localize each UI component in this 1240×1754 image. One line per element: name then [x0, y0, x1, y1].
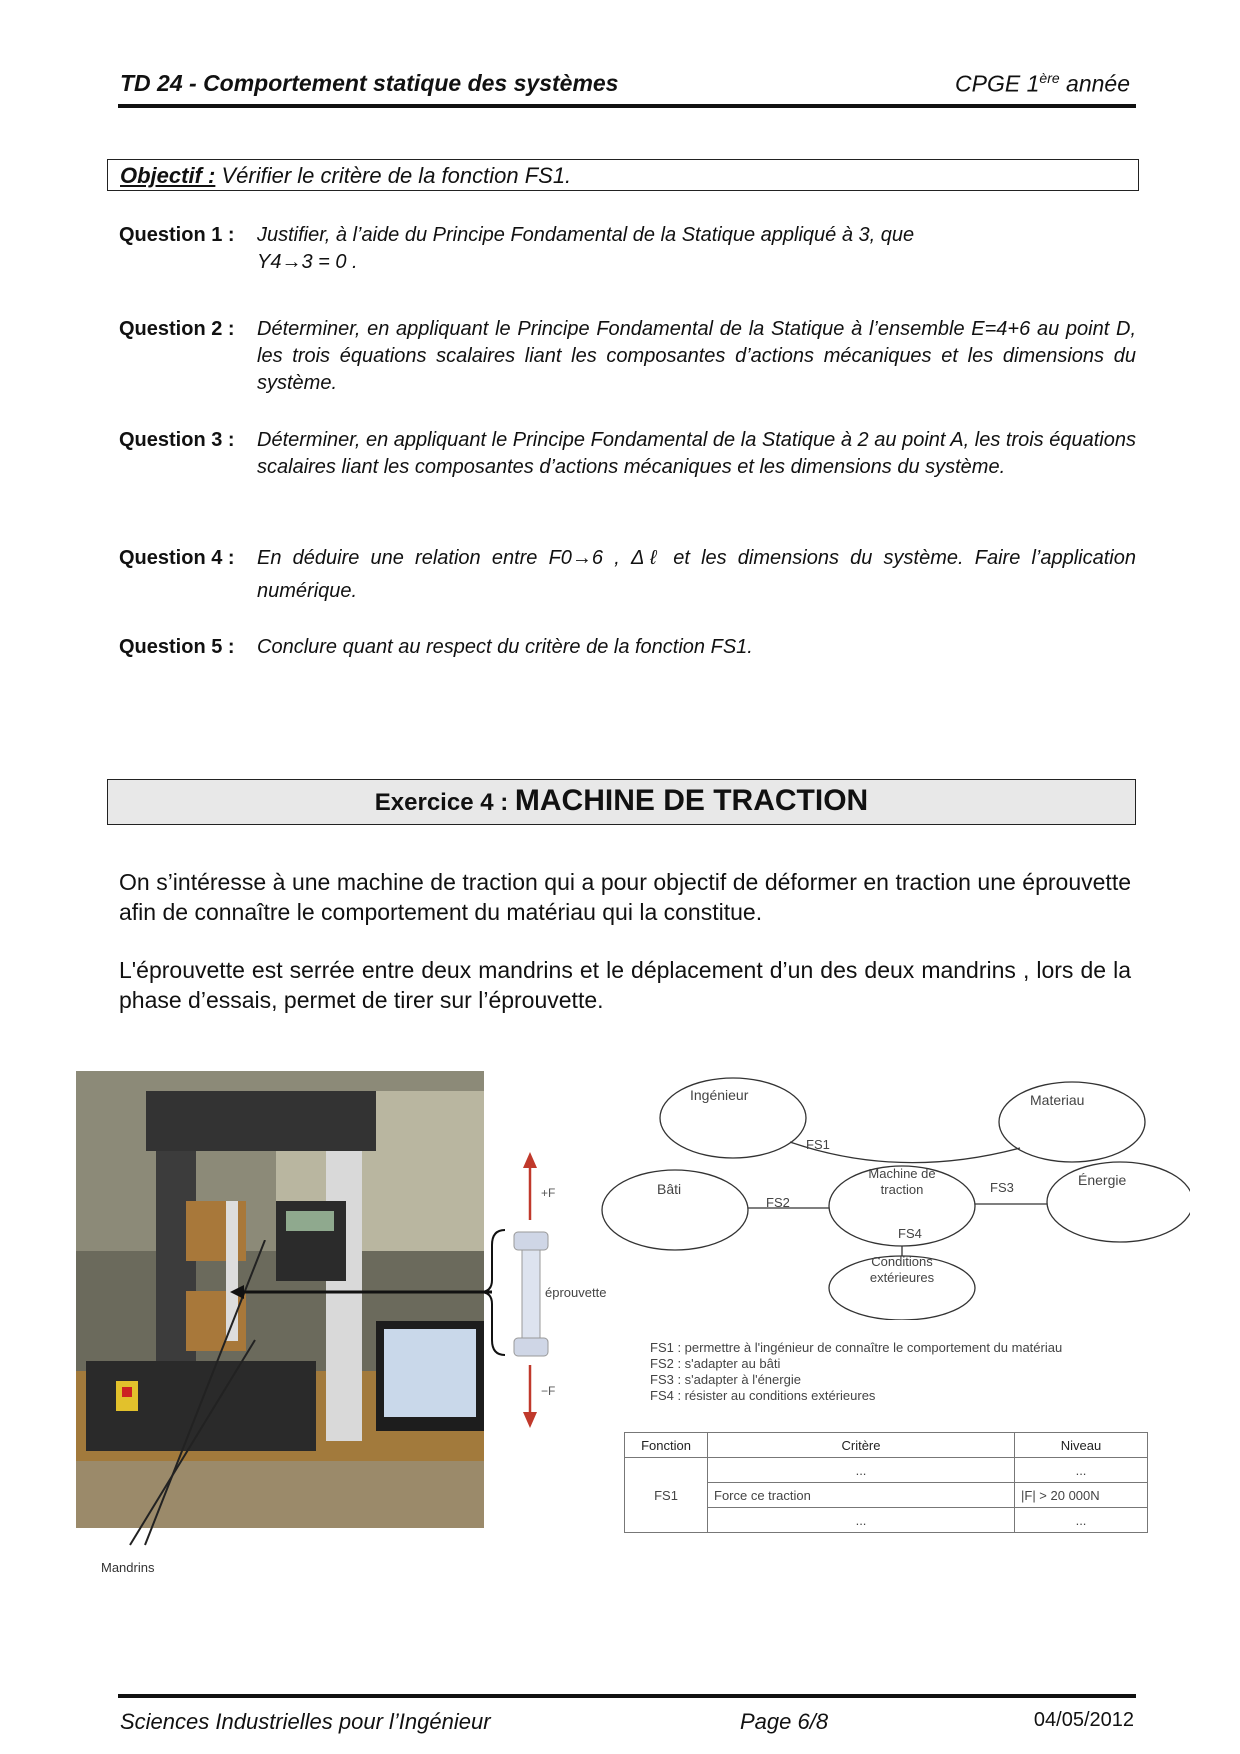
table-header: Niveau: [1015, 1433, 1148, 1458]
question-2: [119, 316, 1136, 397]
question-label: Question 5 :: [119, 636, 235, 658]
specimen-figure: [230, 1150, 570, 1430]
node-materiau-label: Materiau: [1030, 1092, 1085, 1108]
table-cell: ...: [708, 1458, 1015, 1483]
table-row: [625, 1458, 1148, 1483]
mandrins-label: Mandrins: [101, 1560, 155, 1575]
footer-date: 04/05/2012: [1033, 1709, 1134, 1731]
node-ingenieur-label: Ingénieur: [690, 1087, 749, 1103]
header-title: TD 24 - Comportement statique des systèmes: [120, 70, 619, 96]
question-1: [119, 222, 1136, 276]
question-formula: Y4→3 = 0 .: [257, 251, 358, 273]
force-plus-label: +F: [541, 1186, 556, 1200]
objectif-text: Vérifier le critère de la fonction FS1.: [215, 163, 572, 188]
question-3: [119, 427, 1136, 481]
objectif-label: Objectif :: [120, 163, 216, 188]
link-fs1: FS1: [806, 1137, 830, 1152]
question-label: Question 3 :: [119, 429, 235, 451]
legend-item: FS1 : permettre à l'ingénieur de connaître le comportement du matériau: [650, 1340, 1063, 1355]
table-cell: |F| > 20 000N: [1015, 1483, 1148, 1508]
force-minus-label: −F: [541, 1384, 556, 1398]
table-header: Fonction: [625, 1433, 708, 1458]
question-label: Question 4 :: [119, 547, 235, 569]
question-text: En déduire une relation entre F0→6 , Δℓ et les dimensions du système. Faire l’application numérique.: [257, 547, 1136, 602]
footer-subject: Sciences Industrielles pour l’Ingénieur: [120, 1709, 491, 1734]
node-machine-label: Machine de traction: [868, 1166, 936, 1197]
table-header-row: [625, 1433, 1148, 1458]
node-bati-label: Bâti: [657, 1181, 682, 1197]
criteria-table: [624, 1432, 1148, 1533]
legend-item: FS2 : s'adapter au bâti: [650, 1356, 781, 1371]
legend-item: FS3 : s'adapter à l'énergie: [650, 1372, 801, 1387]
node-energie-label: Énergie: [1078, 1172, 1127, 1188]
footer-page: Page 6/8: [740, 1709, 829, 1734]
node-conditions-label: Conditions extérieures: [869, 1254, 935, 1285]
header-class: CPGE 1ère année: [955, 70, 1130, 97]
intro-paragraph-2: L'éprouvette est serrée entre deux mandrins et le déplacement d’un des deux mandrins , lors de la phase d’essais, permet de tirer sur l’éprouvette.: [119, 957, 1131, 1013]
legend-item: FS4 : résister au conditions extérieures: [650, 1388, 876, 1403]
table-cell: ...: [1015, 1458, 1148, 1483]
table-cell: ...: [1015, 1508, 1148, 1533]
link-fs3: FS3: [990, 1180, 1014, 1195]
question-label: Question 2 :: [119, 318, 235, 340]
table-cell-function: FS1: [625, 1458, 708, 1533]
eprouvette-label: éprouvette: [545, 1285, 607, 1300]
question-label: Question 1 :: [119, 224, 235, 246]
table-header: Critère: [708, 1433, 1015, 1458]
question-5: [119, 634, 1136, 661]
question-text: Conclure quant au respect du critère de la fonction FS1.: [257, 636, 753, 658]
question-text: Déterminer, en appliquant le Principe Fondamental de la Statique à 2 au point A, les trois équations scalaires liant les composantes d’actions mécaniques et les dimensions du système.: [257, 429, 1136, 478]
question-4: [119, 542, 1136, 608]
header-rule: [118, 104, 1136, 108]
footer-rule: [118, 1694, 1136, 1698]
link-fs4: FS4: [898, 1226, 922, 1241]
table-cell: ...: [708, 1508, 1015, 1533]
function-legend: [650, 1340, 1062, 1404]
objectif-box: [107, 159, 1139, 191]
table-cell: Force ce traction: [708, 1483, 1015, 1508]
exercise-prefix: Exercice 4 :: [374, 789, 515, 816]
intro-paragraph-1: On s’intéresse à une machine de traction qui a pour objectif de déformer en traction une éprouvette afin de connaître le comportement du matériau qui la constitue.: [119, 869, 1131, 925]
question-text: Justifier, à l’aide du Principe Fondamental de la Statique appliqué à 3, que: [257, 224, 915, 246]
link-fs2: FS2: [766, 1195, 790, 1210]
question-text: Déterminer, en appliquant le Principe Fondamental de la Statique à l’ensemble E=4+6 au point D, les trois équations scalaires liant les composantes d’actions mécaniques et les dimensions du système.: [257, 318, 1136, 394]
exercise-title: MACHINE DE TRACTION: [514, 784, 869, 817]
exercise-title-box: [107, 779, 1136, 825]
